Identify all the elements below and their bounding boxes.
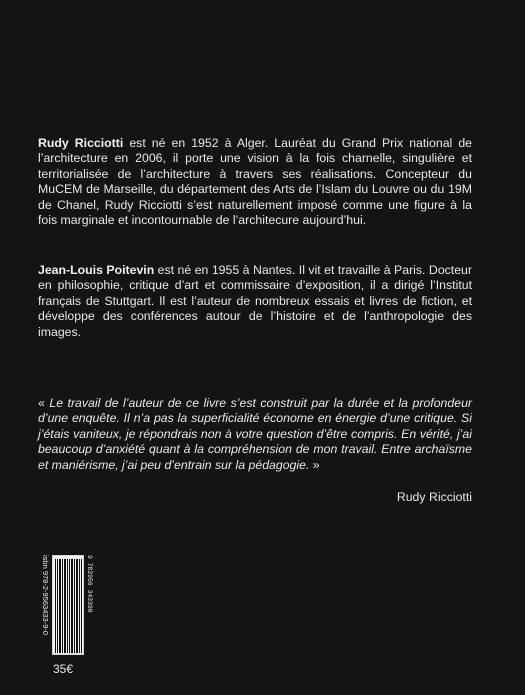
author-quote <box>38 396 472 473</box>
barcode-bar <box>55 559 56 653</box>
barcode-bar <box>71 559 73 653</box>
price: 35€ <box>53 662 74 676</box>
quote-text: Le travail de l’auteur de ce livre s’est construit par la durée et la profondeur d’une enquête. Il n’a pas la superficialité économe en énergie d’une critique. Si j’étais vaniteux, je répondrais non à votre question d’être compris. En vérité, j’ai beaucoup d’anxiété quant à la compréhension de mon travail. Entre archaïsme et maniérisme, j’ai peu d’entrain sur la pédagogie. <box>38 396 473 472</box>
barcode-bar <box>57 559 58 653</box>
author-biography <box>38 136 472 228</box>
quote-open-mark: « <box>38 396 50 410</box>
barcode-bar <box>69 559 70 653</box>
barcode-bar <box>59 559 61 653</box>
isbn-block <box>38 555 98 655</box>
barcode-bar <box>79 559 80 653</box>
barcode <box>52 555 84 655</box>
barcode-bar <box>64 559 66 653</box>
barcode-bar <box>62 559 63 653</box>
author-biography-text: est né en 1952 à Alger. Lauréat du Grand Prix national de l’architecture en 2006, il porte une vision à la fois charnelle, singulière et territorialisée de l’architecture à travers ses réalisations. Concepteur du MuCEM de Marseille, du département des Arts de l’Islam du Louvre ou du 19M de Chanel, Rudy Ricciotti s’est naturellement imposé comme une figure à la fois marginale et incontournable de l’architecure aujourd’hui. <box>38 136 472 228</box>
author-name: Rudy Ricciotti <box>38 136 124 150</box>
barcode-bar <box>76 559 78 653</box>
interviewer-biography <box>38 263 472 340</box>
barcode-bar <box>81 559 82 653</box>
interviewer-biography-text: est né en 1955 à Nantes. Il vit et travaille à Paris. Docteur en philosophie, critique d’art et commissaire d’exposition, il a dirigé l’Institut français de Stuttgart. Il est l’auteur de nombreux essais et livres de fiction, et développe des conférences autour de l’histoire et de l’anthropologie des images. <box>38 263 472 339</box>
barcode-digits: 9 782956 343390 <box>86 555 93 613</box>
interviewer-name: Jean-Louis Poitevin <box>38 263 155 277</box>
quote-close-mark: » <box>309 457 320 472</box>
isbn-label: isbn 978-2-9563433-9-0 <box>41 555 50 636</box>
barcode-bar <box>67 559 68 653</box>
barcode-bar <box>74 559 75 653</box>
quote-signature: Rudy Ricciotti <box>396 490 472 504</box>
